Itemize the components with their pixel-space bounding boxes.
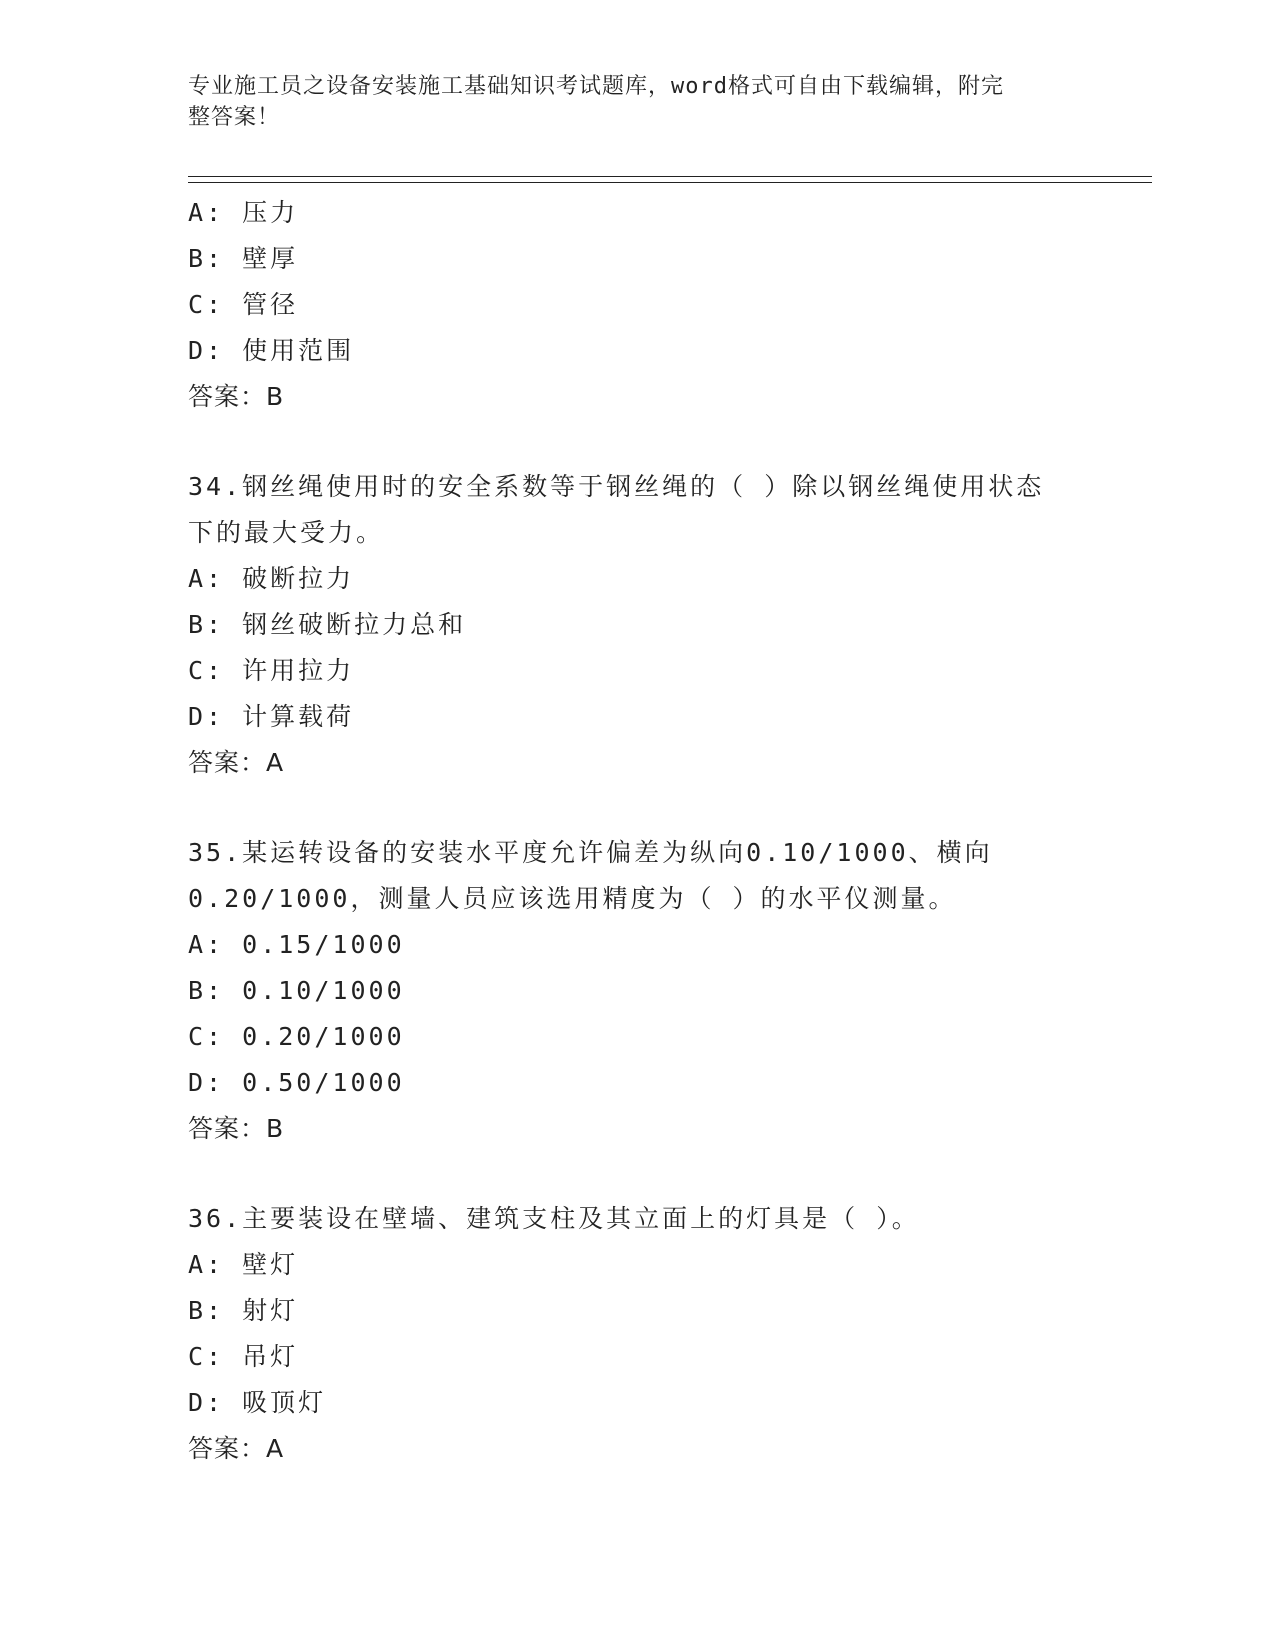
question-stem-line-2: 下的最大受力。 <box>188 518 385 547</box>
question-stem-line-1: 36.主要装设在壁墙、建筑支柱及其立面上的灯具是（ ）。 <box>188 1204 920 1233</box>
option-c: C: 管径 <box>188 290 299 319</box>
option-a: A: 壁灯 <box>188 1250 299 1279</box>
question-stem-line-1: 35.某运转设备的安装水平度允许偏差为纵向0.10/1000、横向 <box>188 838 993 867</box>
option-d: D: 使用范围 <box>188 336 355 365</box>
option-b: B: 钢丝破断拉力总和 <box>188 610 467 639</box>
header-title-line-1: 专业施工员之设备安装施工基础知识考试题库，word格式可自由下载编辑，附完 <box>188 74 1004 99</box>
option-d: D: 计算载荷 <box>188 702 355 731</box>
header-title-line-2: 整答案！ <box>188 105 281 130</box>
option-c: C: 0.20/1000 <box>188 1022 405 1051</box>
spacer <box>188 1152 1128 1196</box>
question-stem-line-2: 0.20/1000，测量人员应该选用精度为（ ）的水平仪测量。 <box>188 884 957 913</box>
option-b: B: 射灯 <box>188 1296 299 1325</box>
question-stem-line-1: 34.钢丝绳使用时的安全系数等于钢丝绳的（ ）除以钢丝绳使用状态 <box>188 472 1045 501</box>
question-33 <box>188 190 1128 420</box>
option-b: B: 0.10/1000 <box>188 976 405 1005</box>
header-divider-top <box>188 176 1152 177</box>
option-d: D: 0.50/1000 <box>188 1068 405 1097</box>
header-divider-bottom <box>188 182 1152 183</box>
question-list <box>188 190 1128 1472</box>
answer: 答案：B <box>188 1114 285 1143</box>
option-c: C: 许用拉力 <box>188 656 355 685</box>
option-b: B: 壁厚 <box>188 244 299 273</box>
spacer <box>188 786 1128 830</box>
option-a: A: 0.15/1000 <box>188 930 405 959</box>
question-34 <box>188 464 1128 786</box>
answer: 答案：A <box>188 748 285 777</box>
option-d: D: 吸顶灯 <box>188 1388 327 1417</box>
answer: 答案：A <box>188 1434 285 1463</box>
answer: 答案：B <box>188 382 285 411</box>
option-a: A: 破断拉力 <box>188 564 355 593</box>
document-header <box>188 71 1088 133</box>
spacer <box>188 420 1128 464</box>
question-36 <box>188 1196 1128 1472</box>
question-35 <box>188 830 1128 1152</box>
option-a: A: 压力 <box>188 198 299 227</box>
option-c: C: 吊灯 <box>188 1342 299 1371</box>
